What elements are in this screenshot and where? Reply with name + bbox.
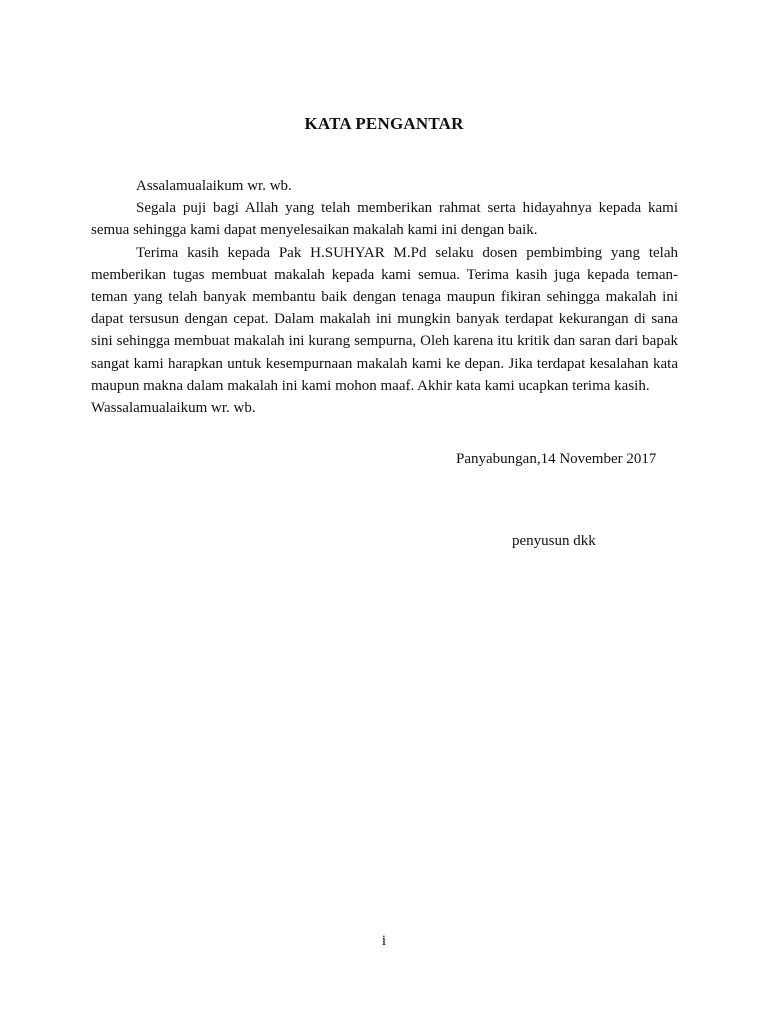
praise-paragraph: Segala puji bagi Allah yang telah memberikan rahmat serta hidayahnya kepada kami semua sehingga kami dapat menyelesaikan makalah kami ini dengan baik. — [91, 200, 678, 239]
signer-name: penyusun dkk — [512, 533, 596, 549]
page-number: i — [381, 933, 387, 949]
greeting-paragraph: Assalamualaikum wr. wb. — [136, 178, 292, 194]
closing-greeting: Wassalamualaikum wr. wb. — [91, 400, 256, 417]
page-title: KATA PENGANTAR — [304, 114, 464, 133]
thanks-paragraph: Terima kasih kepada Pak H.SUHYAR M.Pd selaku dosen pembimbing yang telah memberikan tugas membuat makalah kepada kami semua. Terima kasih juga kepada teman-teman yang telah banyak membantu baik dengan tenaga maupun fikiran sehingga makalah ini dapat tersusun dengan cepat. Dalam makalah ini mungkin banyak terdapat kekurangan di sana sini sehingga membuat makalah ini kurang sempurna, Oleh karena itu kritik dan saran dari bapak sangat kami harapkan untuk kesempurnaan makalah kami ke depan. Jika terdapat kesalahan kata maupun makna dalam makalah ini kami mohon maaf. Akhir kata kami ucapkan terima kasih. — [91, 244, 678, 394]
document-body — [91, 175, 678, 419]
place-and-date: Panyabungan,14 November 2017 — [456, 451, 657, 467]
